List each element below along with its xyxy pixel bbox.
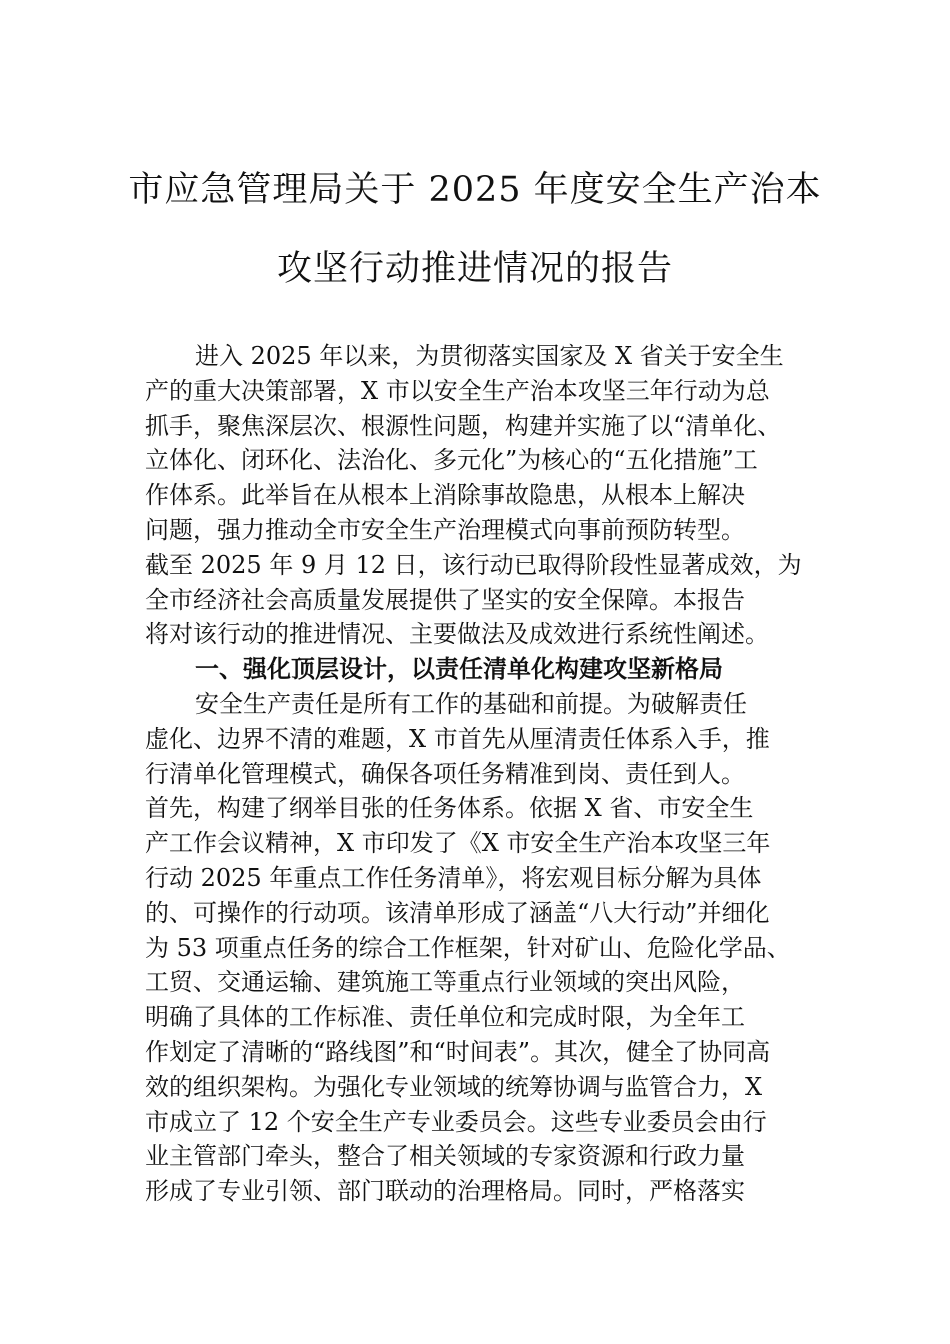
paragraph-line: 产工作会议精神，X 市印发了《X 市安全生产治本攻坚三年 (145, 829, 771, 858)
paragraph-line: 首先，构建了纲举目张的任务体系。依据 X 省、市安全生 (145, 794, 754, 823)
paragraph-line: 效的组织架构。为强化专业领域的统筹协调与监管合力，X (145, 1072, 763, 1101)
paragraph-line: 作体系。此举旨在从根本上消除事故隐患，从根本上解决 (145, 481, 745, 510)
paragraph-line: 为 53 项重点任务的综合工作框架，针对矿山、危险化学品、 (145, 933, 791, 962)
paragraph-line: 行动 2025 年重点工作任务清单》，将宏观目标分解为具体 (145, 863, 762, 892)
document-body (145, 339, 813, 1209)
paragraph-line: 抓手，聚焦深层次、根源性问题，构建并实施了以“清单化、 (145, 411, 782, 440)
paragraph-line: 市成立了 12 个安全生产专业委员会。这些专业委员会由行 (145, 1107, 767, 1136)
paragraph-line: 形成了专业引领、部门联动的治理格局。同时，严格落实 (145, 1177, 745, 1206)
paragraph-line: 的、可操作的行动项。该清单形成了涵盖“八大行动”并细化 (145, 898, 770, 927)
paragraph-line: 明确了具体的工作标准、责任单位和完成时限，为全年工 (145, 1003, 745, 1032)
title-line-1: 市应急管理局关于 2025 年度安全生产治本 (128, 170, 822, 210)
paragraph-line: 进入 2025 年以来，为贯彻落实国家及 X 省关于安全生 (195, 342, 784, 370)
paragraph-line: 截至 2025 年 9 月 12 日，该行动已取得阶段性显著成效，为 (145, 550, 802, 579)
paragraph-line: 行清单化管理模式，确保各项任务精准到岗、责任到人。 (145, 759, 745, 788)
paragraph-line: 安全生产责任是所有工作的基础和前提。为破解责任 (195, 689, 747, 718)
paragraph-line: 产的重大决策部署，X 市以安全生产治本攻坚三年行动为总 (145, 376, 770, 405)
paragraph-line: 业主管部门牵头，整合了相关领域的专家资源和行政力量 (145, 1142, 745, 1171)
paragraph-line: 工贸、交通运输、建筑施工等重点行业领域的突出风险， (145, 968, 745, 997)
section-heading: 一、强化顶层设计，以责任清单化构建攻坚新格局 (195, 655, 723, 684)
paragraph-line: 将对该行动的推进情况、主要做法及成效进行系统性阐述。 (145, 620, 769, 649)
paragraph-line: 作划定了清晰的“路线图”和“时间表”。其次，健全了协同高 (145, 1037, 771, 1066)
title-line-2: 攻坚行动推进情况的报告 (276, 249, 673, 289)
document-title (100, 168, 850, 291)
paragraph-line: 立体化、闭环化、法治化、多元化”为核心的“五化措施”工 (145, 446, 758, 475)
paragraph-line: 问题，强力推动全市安全生产治理模式向事前预防转型。 (145, 515, 745, 544)
paragraph-line: 虚化、边界不清的难题，X 市首先从厘清责任体系入手，推 (145, 724, 770, 753)
paragraph-line: 全市经济社会高质量发展提供了坚实的安全保障。本报告 (145, 585, 745, 614)
